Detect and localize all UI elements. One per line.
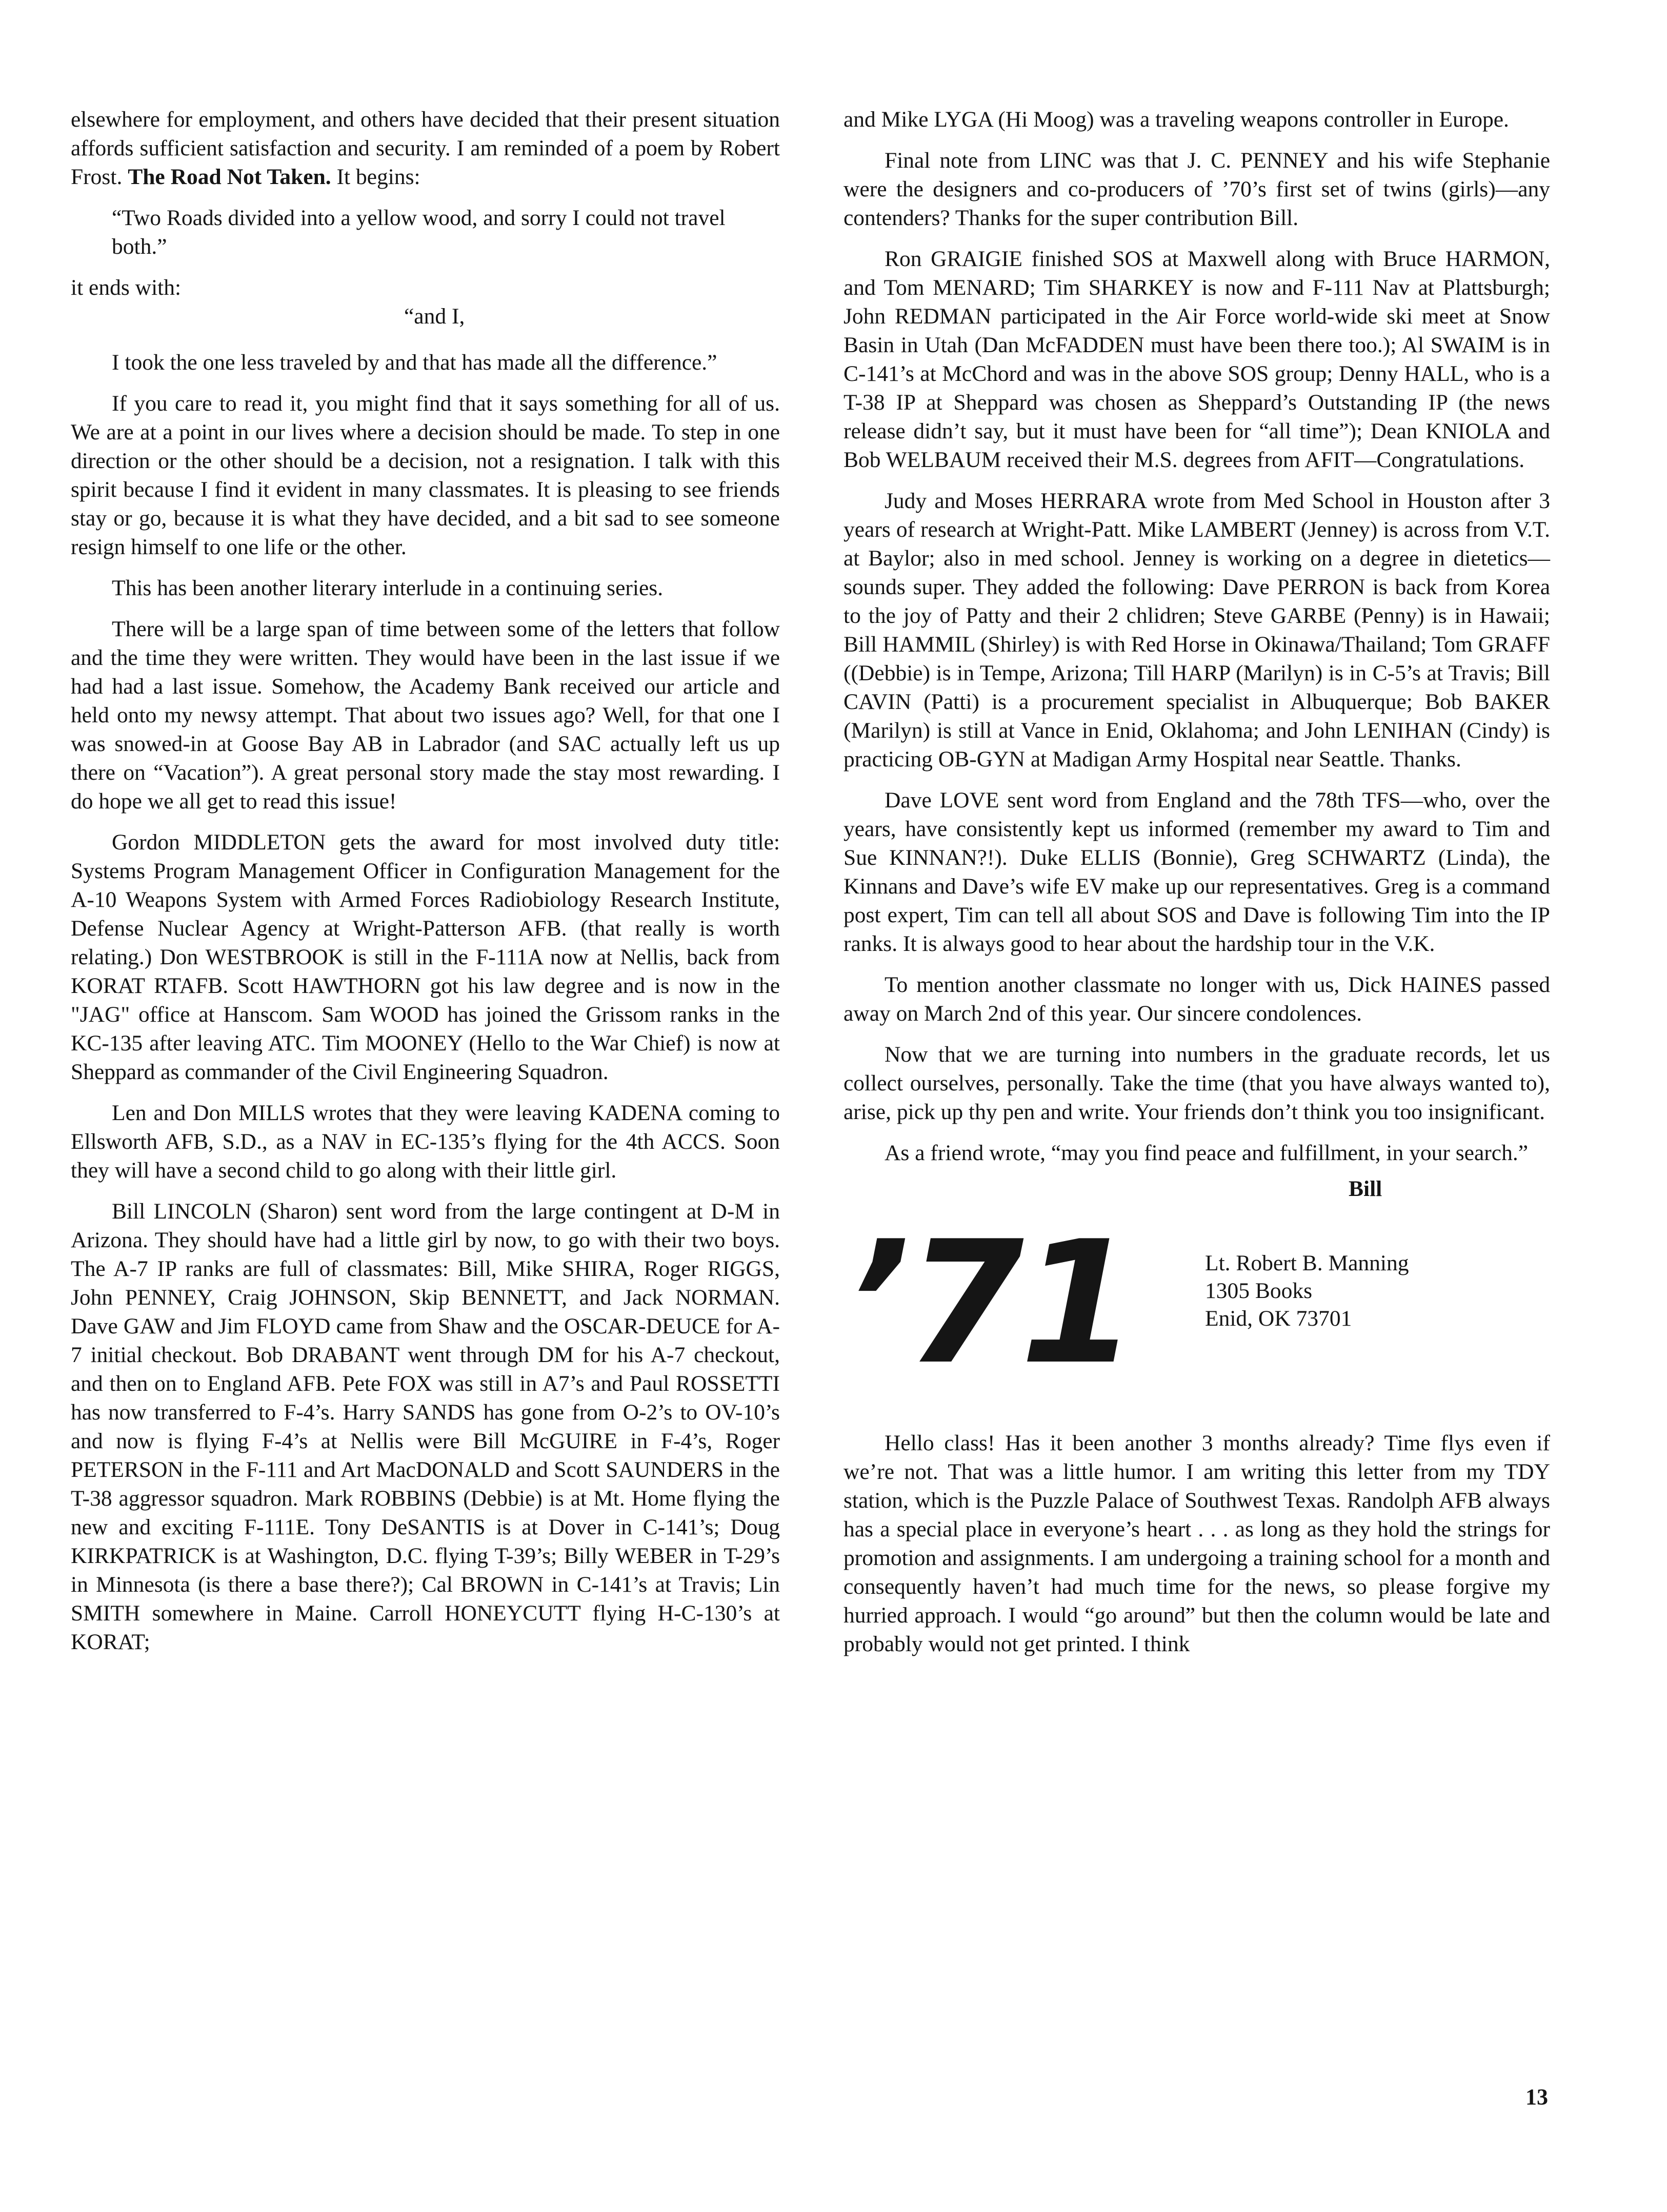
intro-text: elsewhere for employment, and others have decided that their present situation affords sufficient satisfaction and security. I am reminded of a poem by Robert Frost.	[71, 107, 780, 189]
poem-quote-end: I took the one less traveled by and that has made all the difference.”	[112, 350, 717, 375]
address-street: 1305 Books	[1205, 1279, 1313, 1303]
poem-quote-and-i: “and I,	[404, 304, 465, 329]
paragraph-gordon: Gordon MIDDLETON gets the award for most involved duty title: Systems Program Management Officer in Configuration Management for the A-10 Weapons System with Armed Forces Radiobiology Research Institute, Defense Nuclear Agency at Wright-Patterson AFB. (that really is worth relating.) Don WESTBROOK is still in the F-111A now at Nellis, back from KORAT RTAFB. Scott HAWTHORN got his law degree and is now in the "JAG" office at Hanscom. Sam WOOD has joined the Grissom ranks in the KC-135 after leaving ATC. Tim MOONEY (Hello to the War Chief) is now at Sheppard as commander of the Civil Engineering Squadron.	[71, 830, 780, 1084]
paragraph-span: There will be a large span of time between some of the letters that follow and the time they were written. They would have been in the last issue if we had had a last issue. Somehow, the Academy Bank received our article and held onto my newsy attempt. That about two issues ago? Well, for that one I was snowed-in at Goose Bay AB in Labrador (and SAC actually left us up there on “Vacation”). A great personal story made the stay most rewarding. I do hope we all get to read this issue!	[71, 617, 780, 814]
left-column	[71, 105, 780, 1669]
paragraph-dave: Dave LOVE sent word from England and the 78th TFS—who, over the years, have consistently kept us informed (remember my award to Tim and Sue KINNAN?!). Duke ELLIS (Bonnie), Greg SCHWARTZ (Linda), the Kinnans and Dave’s wife EV make up our representatives. Greg is a command post expert, Tim can tell all about SOS and Dave is following Tim into the IP ranks. It is always good to hear about the hardship tour in the V.K.	[843, 788, 1550, 956]
address-city: Enid, OK 73701	[1205, 1306, 1352, 1331]
poem-quote-begin: “Two Roads divided into a yellow wood, and sorry I could not travel both.”	[112, 206, 726, 259]
paragraph-now: Now that we are turning into numbers in the graduate records, let us collect ourselves, personally. Take the time (that you have always wanted to), arise, pick up thy pen and write. Your friends don’t think you too insignificant.	[843, 1042, 1550, 1124]
paragraph-mention: To mention another classmate no longer with us, Dick HAINES passed away on March 2nd of this year. Our sincere condolences.	[843, 972, 1550, 1026]
paragraph-ron: Ron GRAIGIE finished SOS at Maxwell along with Bruce HARMON, and Tom MENARD; Tim SHARKEY is now and F-111 Nav at Plattsburgh; John REDMAN participated in the Air Force world-wide ski meet at Snow Basin in Utah (Dan McFADDEN must have been there too.); Al SWAIM is in C-141’s at McChord and was in the above SOS group; Denny HALL, who is a T-38 IP at Sheppard was chosen as Sheppard’s Outstanding IP (the news release didn’t say, but it must have been for “all time”); Dean KNIOLA and Bob WELBAUM received their M.S. degrees from AFIT—Congratulations.	[843, 247, 1550, 472]
paragraph-len: Len and Don MILLS wrotes that they were leaving KADENA coming to Ellsworth AFB, S.D., as a NAV in EC-135’s flying for the 4th ACCS. Soon they will have a second child to go along with their little girl.	[71, 1101, 780, 1183]
paragraph-friend: As a friend wrote, “may you find peace and fulfillment, in your search.”	[885, 1141, 1529, 1165]
paragraph-bill: Bill LINCOLN (Sharon) sent word from the large contingent at D-M in Arizona. They should have had a little girl by now, to go with their two boys. The A-7 IP ranks are full of classmates: Bill, Mike SHIRA, Roger RIGGS, John PENNEY, Craig JOHNSON, Skip BENNETT, and Jack NORMAN. Dave GAW and Jim FLOYD came from Shaw and the OSCAR-DEUCE for A-7 initial checkout. Bob DRABANT went through DM for his A-7 checkout, and then on to England AFB. Pete FOX was still in A7’s and Paul ROSSETTI has now transferred to F-4’s. Harry SANDS has gone from O-2’s to OV-10’s and now is flying F-4’s at Nellis were Bill McGUIRE in F-4’s, Roger PETERSON in the F-111 and Art MacDONALD and Scott SAUNDERS in the T-38 aggressor squadron. Mark ROBBINS (Debbie) is at Mt. Home flying the new and exciting F-111E. Tony DeSANTIS is at Dover in C-141’s; Doug KIRKPATRICK is at Washington, D.C. flying T-39’s; Billy WEBER in T-29’s in Minnesota (is there a base there?); Cal BROWN in C-141’s at Travis; Lin SMITH somewhere in Maine. Carroll HONEYCUTT flying H-C-130’s at KORAT;	[71, 1199, 780, 1654]
class-secretary-address	[1205, 1249, 1409, 1332]
page-number: 13	[1525, 2084, 1548, 2109]
paragraph-care: If you care to read it, you might find that it says something for all of us. We are at a point in our lives where a decision should be made. To step in one direction or the other should be a decision, not a resignation. I talk with this spirit because I find it evident in many classmates. It is pleasing to see friends stay or go, because it is what they have decided, and a bit sad to see someone resign himself to one life or the other.	[71, 391, 780, 559]
class-header	[843, 1205, 1550, 1429]
signature: Bill	[1349, 1176, 1382, 1201]
intro-text-end: It begins:	[336, 165, 420, 189]
paragraph-hello: Hello class! Has it been another 3 months already? Time flys even if we’re not. That was a little humor. I am writing this letter from my TDY station, which is the Puzzle Palace of Southwest Texas. Randolph AFB always has a special place in everyone’s heart . . . as long as they hold the strings for promotion and assignments. I am undergoing a training school for a month and consequently haven’t had much time for the news, so please forgive my hurried approach. I would “go around” but then the column would be late and probably would not get printed. I think	[843, 1431, 1550, 1656]
paragraph-final: Final note from LINC was that J. C. PENNEY and his wife Stephanie were the designers and co-producers of ’70’s first set of twins (girls)—any contenders? Thanks for the super contribution Bill.	[843, 148, 1550, 230]
ends-with-label: it ends with:	[71, 275, 182, 300]
paragraph-lyga: and Mike LYGA (Hi Moog) was a traveling weapons controller in Europe.	[843, 107, 1509, 132]
class-year: ’71	[846, 1205, 1134, 1402]
poem-title: The Road Not Taken.	[128, 165, 331, 189]
paragraph-intro	[71, 105, 780, 191]
address-name: Lt. Robert B. Manning	[1205, 1251, 1409, 1275]
right-column	[843, 105, 1550, 1671]
paragraph-literary: This has been another literary interlude in a continuing series.	[112, 576, 664, 600]
paragraph-judy: Judy and Moses HERRARA wrote from Med School in Houston after 3 years of research at Wright-Patt. Mike LAMBERT (Jenney) is across from V.T. at Baylor; also in med school. Jenney is working on a degree in dietetics—sounds super. They added the following: Dave PERRON is back from Korea to the joy of Patty and their 2 chlidren; Steve GARBE (Penny) is in Hawaii; Bill HAMMIL (Shirley) is with Red Horse in Okinawa/Thailand; Tom GRAFF ((Debbie) is in Tempe, Arizona; Till HARP (Marilyn) is in C-5’s at Travis; Bill CAVIN (Patti) is a procurement specialist in Albuquerque; Bob BAKER (Marilyn) is still at Vance in Enid, Oklahoma; and John LENIHAN (Cindy) is practicing OB-GYN at Madigan Army Hospital near Seattle. Thanks.	[843, 489, 1550, 772]
